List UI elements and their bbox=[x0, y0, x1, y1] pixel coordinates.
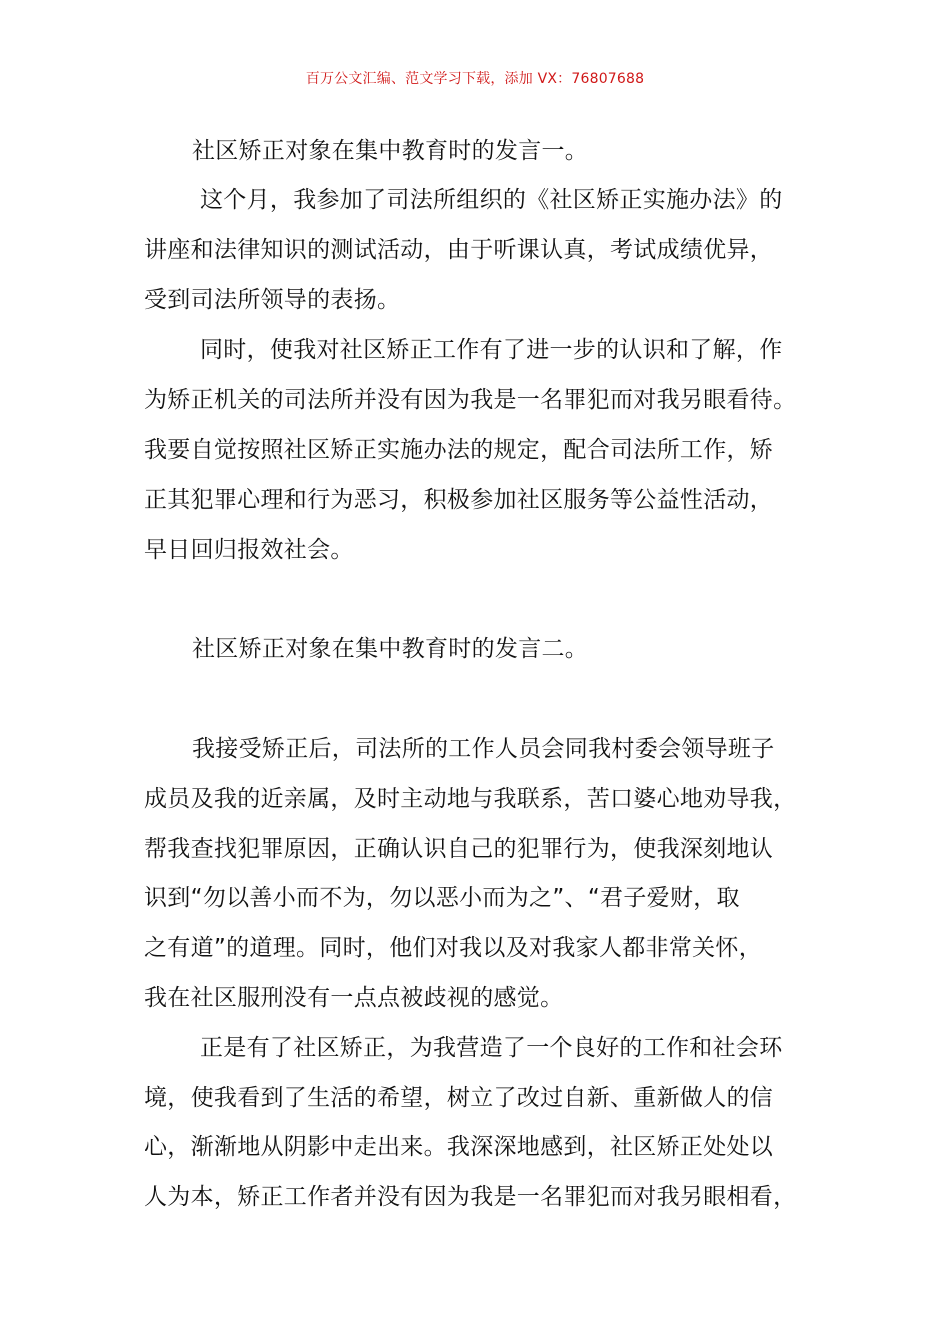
section1-para2-line1: 同时，使我对社区矫正工作有了进一步的认识和了解，作 bbox=[200, 337, 783, 363]
section1-para2-line3: 我要自觉按照社区矫正实施办法的规定，配合司法所工作，矫 bbox=[144, 437, 774, 463]
section1-para1-line2: 讲座和法律知识的测试活动，由于听课认真，考试成绩优异， bbox=[144, 237, 774, 263]
section1-para1-line1: 这个月，我参加了司法所组织的《社区矫正实施办法》的 bbox=[200, 187, 783, 213]
section2-para1-line4: 识到“勿以善小而不为，勿以恶小而为之”、“君子爱财，取 bbox=[144, 885, 740, 911]
section1-para2-line4: 正其犯罪心理和行为恶习，积极参加社区服务等公益性活动， bbox=[144, 487, 774, 513]
section2-para1-line1: 我接受矫正后，司法所的工作人员会同我村委会领导班子 bbox=[192, 736, 775, 762]
section2-para2-line1: 正是有了社区矫正，为我营造了一个良好的工作和社会环 bbox=[200, 1035, 783, 1061]
section1-para1-line3: 受到司法所领导的表扬。 bbox=[144, 287, 401, 313]
section2-para1-line6: 我在社区服刑没有一点点被歧视的感觉。 bbox=[144, 985, 564, 1011]
section2-para2-line4: 人为本，矫正工作者并没有因为我是一名罪犯而对我另眼相看， bbox=[144, 1184, 797, 1210]
section2-title: 社区矫正对象在集中教育时的发言二。 bbox=[192, 636, 589, 662]
section1-para2-line2: 为矫正机关的司法所并没有因为我是一名罪犯而对我另眼看待。 bbox=[144, 387, 797, 413]
section2-para1-line5: 之有道”的道理。同时，他们对我以及对我家人都非常关怀， bbox=[144, 935, 763, 961]
section2-para2-line2: 境，使我看到了生活的希望，树立了改过自新、重新做人的信 bbox=[144, 1085, 774, 1111]
section1-para2-line5: 早日回归报效社会。 bbox=[144, 537, 354, 563]
section1-title: 社区矫正对象在集中教育时的发言一。 bbox=[192, 138, 589, 164]
section2-para2-line3: 心，渐渐地从阴影中走出来。我深深地感到，社区矫正处处以 bbox=[144, 1134, 774, 1160]
section2-para1-line2: 成员及我的近亲属，及时主动地与我联系，苦口婆心地劝导我， bbox=[144, 786, 797, 812]
watermark-header: 百万公文汇编、范文学习下载，添加 VX：76807688 bbox=[305, 71, 645, 87]
section2-para1-line3: 帮我查找犯罪原因，正确认识自己的犯罪行为，使我深刻地认 bbox=[144, 836, 774, 862]
